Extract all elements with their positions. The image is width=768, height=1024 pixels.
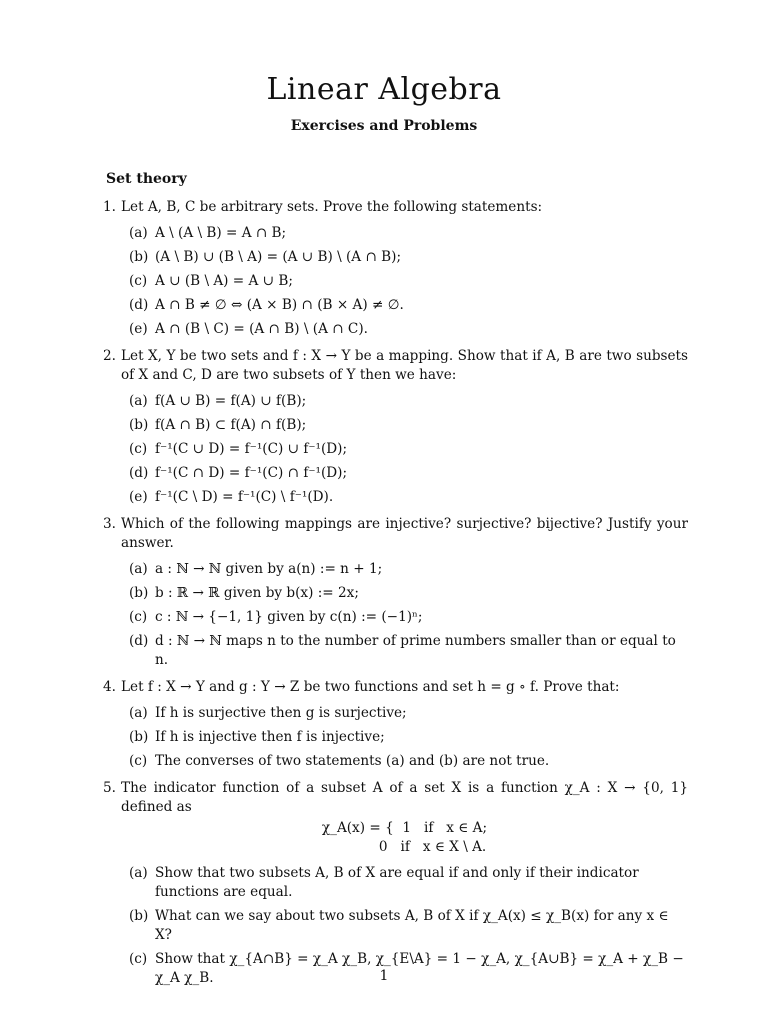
- page-title: Linear Algebra: [266, 72, 502, 107]
- list-item: [129, 632, 688, 670]
- list-item: [129, 272, 688, 291]
- item-text: f(A ∩ B) ⊂ f(A) ∩ f(B);: [155, 417, 307, 433]
- problem-text: The indicator function of a subset A of a set X is a function χ_A : X → {0, 1} defined as: [121, 780, 688, 815]
- item-text: The converses of two statements (a) and (b) are not true.: [155, 753, 550, 769]
- list-item: [129, 416, 688, 435]
- problem-text: Let X, Y be two sets and f : X → Y be a mapping. Show that if A, B are two subsets of X and C, D are two subsets of Y then we have:: [121, 348, 688, 383]
- item-text: A ∩ (B \ C) = (A ∩ B) \ (A ∩ C).: [155, 321, 368, 337]
- problem-number: 4.: [103, 679, 116, 695]
- item-label: (d): [129, 633, 149, 649]
- item-label: (a): [129, 705, 148, 721]
- item-text: a : ℕ → ℕ given by a(n) := n + 1;: [155, 561, 383, 577]
- item-label: (c): [129, 951, 148, 967]
- item-text: f⁻¹(C ∪ D) = f⁻¹(C) ∪ f⁻¹(D);: [155, 441, 348, 457]
- item-label: (e): [129, 321, 148, 337]
- page-number: 1: [379, 968, 389, 984]
- problem-text: Let f : X → Y and g : Y → Z be two functions and set h = g ∘ f. Prove that:: [121, 679, 620, 695]
- list-item: [129, 248, 688, 267]
- item-text: A ∪ (B \ A) = A ∪ B;: [155, 273, 293, 289]
- item-label: (e): [129, 489, 148, 505]
- problem-items: [129, 560, 688, 670]
- item-label: (b): [129, 729, 149, 745]
- item-text: f(A ∪ B) = f(A) ∪ f(B);: [155, 393, 307, 409]
- problem-5: [103, 779, 688, 988]
- item-label: (a): [129, 865, 148, 881]
- item-label: (c): [129, 753, 148, 769]
- problem-items: [129, 392, 688, 507]
- item-label: (b): [129, 249, 149, 265]
- item-text: d : ℕ → ℕ maps n to the number of prime numbers smaller than or equal to n.: [155, 633, 676, 668]
- page-subtitle: Exercises and Problems: [290, 118, 478, 134]
- item-text: If h is injective then f is injective;: [155, 729, 385, 745]
- item-text: f⁻¹(C ∩ D) = f⁻¹(C) ∩ f⁻¹(D);: [155, 465, 348, 481]
- item-text: c : ℕ → {−1, 1} given by c(n) := (−1)ⁿ;: [155, 609, 423, 625]
- item-label: (b): [129, 417, 149, 433]
- item-text: f⁻¹(C \ D) = f⁻¹(C) \ f⁻¹(D).: [155, 489, 334, 505]
- display-equation: χ_A(x) = { 1 if x ∈ A; 0 if x ∈ X \ A.: [321, 820, 488, 855]
- item-text: Show that χ_{A∩B} = χ_A χ_B, χ_{E\A} = 1 − χ_A, χ_{A∪B} = χ_A + χ_B − χ_A χ_B.: [155, 951, 684, 986]
- list-item: [129, 296, 688, 315]
- list-item: [129, 907, 688, 945]
- problem-3: [103, 515, 688, 670]
- problem-number: 2.: [103, 348, 116, 364]
- list-item: [129, 560, 688, 579]
- item-label: (c): [129, 609, 148, 625]
- problem-items: [129, 704, 688, 771]
- problem-text: Which of the following mappings are injective? surjective? bijective? Justify your answer.: [121, 516, 688, 551]
- item-text: Show that two subsets A, B of X are equal if and only if their indicator functions are equal.: [155, 865, 639, 900]
- problem-list: [103, 198, 688, 996]
- item-label: (b): [129, 585, 149, 601]
- item-label: (a): [129, 561, 148, 577]
- list-item: [129, 464, 688, 483]
- item-text: A ∩ B ≠ ∅ ⇔ (A × B) ∩ (B × A) ≠ ∅.: [155, 297, 404, 313]
- item-text: (A \ B) ∪ (B \ A) = (A ∪ B) \ (A ∩ B);: [155, 249, 402, 265]
- list-item: [129, 392, 688, 411]
- list-item: [129, 704, 688, 723]
- item-text: If h is surjective then g is surjective;: [155, 705, 407, 721]
- list-item: [129, 488, 688, 507]
- problem-number: 3.: [103, 516, 116, 532]
- list-item: [129, 320, 688, 339]
- item-label: (d): [129, 465, 149, 481]
- list-item: [129, 864, 688, 902]
- list-item: [129, 608, 688, 627]
- item-label: (d): [129, 297, 149, 313]
- item-text: b : ℝ → ℝ given by b(x) := 2x;: [155, 585, 359, 601]
- item-label: (c): [129, 441, 148, 457]
- problem-number: 1.: [103, 199, 116, 215]
- list-item: [129, 440, 688, 459]
- item-text: What can we say about two subsets A, B of X if χ_A(x) ≤ χ_B(x) for any x ∈ X?: [155, 908, 669, 943]
- list-item: [129, 728, 688, 747]
- item-label: (c): [129, 273, 148, 289]
- problem-text: Let A, B, C be arbitrary sets. Prove the following statements:: [121, 199, 543, 215]
- problem-items: [129, 224, 688, 339]
- problem-4: [103, 678, 688, 771]
- item-label: (b): [129, 908, 149, 924]
- problem-number: 5.: [103, 780, 116, 796]
- item-label: (a): [129, 225, 148, 241]
- item-label: (a): [129, 393, 148, 409]
- item-text: A \ (A \ B) = A ∩ B;: [155, 225, 287, 241]
- section-heading: Set theory: [106, 171, 187, 187]
- list-item: [129, 752, 688, 771]
- list-item: [129, 584, 688, 603]
- problem-2: [103, 347, 688, 507]
- list-item: [129, 224, 688, 243]
- problem-1: [103, 198, 688, 339]
